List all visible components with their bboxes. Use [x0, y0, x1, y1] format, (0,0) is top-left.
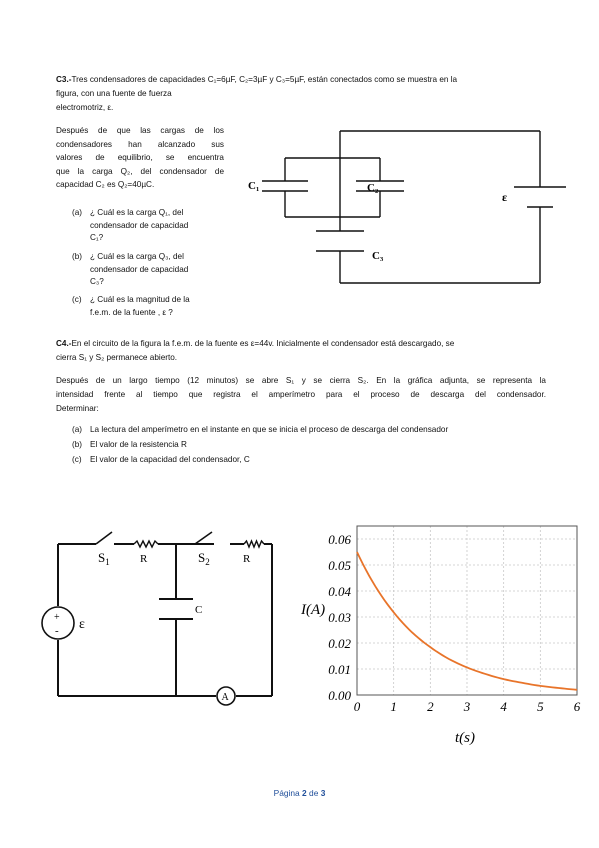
label-emf: ε	[79, 617, 85, 632]
c3-intro-text: Tres condensadores de capacidades C₁=6µF, C₂=3µF y C₃=5µF, están conectados como se muestra en la	[71, 75, 458, 84]
page-footer	[0, 788, 599, 798]
label-r2: R	[243, 553, 251, 565]
x-tick-label: 1	[390, 699, 397, 714]
footer-prefix: Página	[273, 788, 303, 798]
y-axis-label: I(A)	[301, 602, 326, 618]
question-line: C₁?	[90, 233, 104, 243]
label-s1	[98, 550, 110, 567]
source-minus: -	[55, 625, 59, 637]
label-s1-sub: 1	[105, 557, 110, 567]
switch-s1	[96, 532, 112, 544]
x-tick-label: 0	[353, 699, 361, 714]
c3-para-line: capacidad C₂ es Q₂=40µC.	[56, 180, 155, 190]
resistor-r2	[244, 541, 264, 547]
c3-intro-line-1	[56, 73, 546, 87]
chart-grid	[357, 526, 577, 695]
c4-intro-text: En el circuito de la figura la f.e.m. de la fuente es ε=44v. Inicialmente el condensador está descargado, se	[71, 339, 455, 348]
question-label: (a)	[72, 425, 83, 434]
footer-total: 3	[320, 788, 326, 798]
x-tick-label: 5	[537, 699, 544, 714]
question-label: (b)	[72, 440, 83, 449]
c3-capacitor-circuit	[240, 125, 570, 295]
c3-paragraph	[56, 124, 224, 192]
question-line: ¿ Cuál es la magnitud de la	[90, 295, 190, 304]
c4-para-line-1: Después de un largo tiempo (12 minutos) se abre S₁ y se cierra S₂. En la gráfica adjunta, se representa la	[56, 376, 546, 385]
question-line: condensador de capacidad	[90, 220, 189, 230]
question-line: C₃?	[90, 277, 104, 287]
y-tick-label: 0.02	[328, 636, 351, 651]
question-text: El valor de la resistencia R	[90, 440, 187, 449]
y-tick-label: 0.01	[328, 662, 351, 677]
y-tick-label: 0.00	[328, 688, 351, 703]
x-tick-label: 2	[427, 699, 434, 714]
question-label: (c)	[72, 295, 82, 304]
label-c: C	[195, 604, 203, 616]
c4-number: C4.-	[56, 339, 72, 348]
ammeter-label: A	[221, 692, 229, 703]
c4-para-line-3: Determinar:	[56, 404, 99, 413]
y-tick-label: 0.06	[328, 532, 351, 547]
question-line: condensador de capacidad	[90, 264, 189, 274]
c3-number: C3.-	[56, 75, 72, 84]
x-tick-label: 6	[573, 699, 581, 714]
question-text: El valor de la capacidad del condensador, C	[90, 455, 250, 464]
c4-intro-line-1	[56, 337, 546, 351]
c4-para-line-2: intensidad frente al tiempo que registra el amperímetro para el proceso de descarga del condensador.	[56, 390, 546, 399]
c3-para-line: valores de equilibrio, se encuentra	[56, 153, 224, 163]
question-line: ¿ Cuál es la carga Q₁, del	[90, 208, 184, 217]
c3-intro-line-3: electromotriz, ε.	[56, 103, 114, 112]
label-s1-main: S	[98, 550, 106, 565]
x-tick-label: 4	[500, 699, 507, 714]
footer-page: 2	[302, 788, 307, 798]
source-plus: +	[54, 612, 60, 623]
c3-intro-line-2: figura, con una fuente de fuerza	[56, 89, 172, 98]
label-s2	[198, 550, 210, 567]
c4-intro-line-2: cierra S₁ y S₂ permanece abierto.	[56, 353, 178, 362]
resistor-r1	[134, 541, 158, 547]
y-tick-labels	[328, 532, 351, 703]
label-s2-sub: 2	[205, 557, 210, 567]
x-tick-label: 3	[463, 699, 471, 714]
question-label: (a)	[72, 208, 83, 217]
c4-rc-circuit	[38, 522, 283, 712]
switch-s2	[195, 532, 212, 544]
x-tick-labels	[354, 699, 581, 714]
footer-mid: de	[306, 788, 321, 798]
x-axis-label: t(s)	[455, 730, 475, 746]
y-tick-label: 0.03	[328, 610, 351, 625]
y-tick-label: 0.05	[328, 558, 351, 573]
label-c3: C₃	[372, 250, 384, 262]
current-chart	[295, 518, 590, 750]
label-c1: C₁	[248, 180, 260, 192]
c3-para-line: Después de que las cargas de los	[56, 126, 224, 135]
y-tick-label: 0.04	[328, 584, 351, 599]
question-text: La lectura del amperímetro en el instante en que se inicia el proceso de descarga del condensador	[90, 425, 449, 434]
label-r1: R	[140, 553, 148, 565]
label-c2: C₂	[367, 182, 379, 194]
question-label: (b)	[72, 252, 83, 261]
question-label: (c)	[72, 455, 82, 464]
question-line: ¿ Cuál es la carga Q₃, del	[90, 252, 184, 261]
label-s2-main: S	[198, 550, 206, 565]
label-emf: ε	[502, 190, 508, 204]
c3-para-line: que la carga Q₂, del condensador de	[56, 166, 224, 176]
question-line: f.e.m. de la fuente , ε ?	[90, 307, 173, 317]
c3-para-line: condensadores han alcanzado sus	[56, 139, 224, 149]
